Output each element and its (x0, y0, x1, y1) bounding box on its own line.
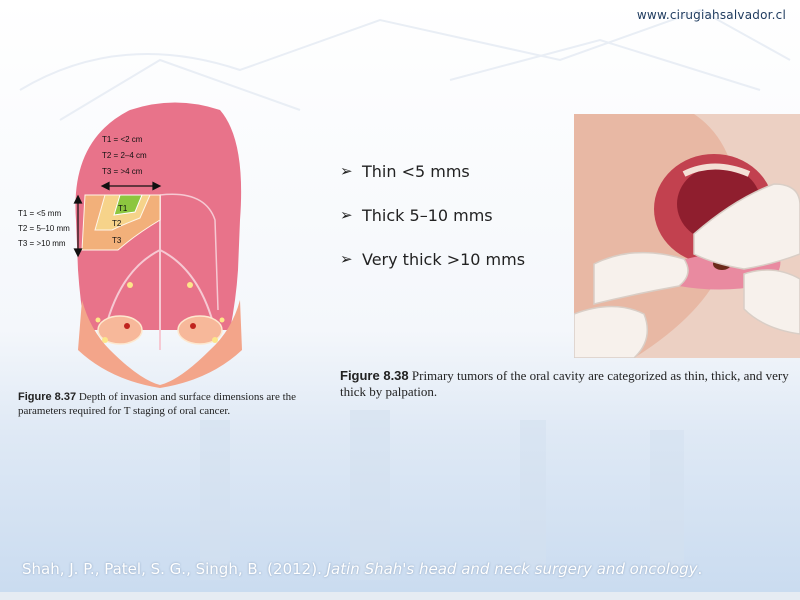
tongue-staging-diagram (10, 100, 330, 390)
depth-label-t3: T3 = >10 mm (18, 239, 66, 248)
arrow-bullet-icon: ➢ (340, 206, 353, 224)
figure-8-38-text: Primary tumors of the oral cavity are categorized as thin, thick, and very thick by palpation. (340, 368, 789, 400)
list-item: ➢ Very thick >10 mms (340, 250, 526, 269)
region-label-t2: T2 (112, 219, 122, 228)
size-label-t2: T2 = 2–4 cm (102, 151, 147, 160)
size-label-t3: T3 = >4 cm (102, 167, 143, 176)
citation-end: . (697, 560, 703, 578)
citation-title: Jatin Shah's head and neck surgery and oncology (326, 560, 698, 578)
arrow-bullet-icon: ➢ (340, 250, 353, 268)
palpation-list (340, 162, 525, 294)
figure-8-37-label: Figure 8.37 (18, 391, 77, 403)
arrow-bullet-icon: ➢ (340, 162, 353, 180)
citation-authors: Shah, J. P., Patel, S. G., Singh, B. (2012). (22, 560, 322, 578)
list-item: ➢ Thin <5 mms (340, 162, 470, 181)
citation (22, 560, 702, 578)
region-label-t3: T3 (112, 236, 122, 245)
figure-8-37-caption (18, 391, 328, 419)
list-item: ➢ Thick 5–10 mms (340, 206, 493, 225)
palpation-photo (574, 114, 800, 358)
figure-8-37-text: Depth of invasion and surface dimensions are the parameters required for T staging of oral cancer. (18, 391, 297, 417)
bottom-bar (0, 592, 800, 600)
depth-label-t2: T2 = 5–10 mm (18, 224, 70, 233)
figure-8-38-caption (340, 368, 790, 401)
size-label-t1: T1 = <2 cm (102, 135, 143, 144)
figure-8-38-label: Figure 8.38 (340, 368, 409, 383)
site-url: www.cirugiahsalvador.cl (636, 8, 786, 22)
depth-label-t1: T1 = <5 mm (18, 209, 62, 218)
region-label-t1: T1 (118, 204, 128, 213)
